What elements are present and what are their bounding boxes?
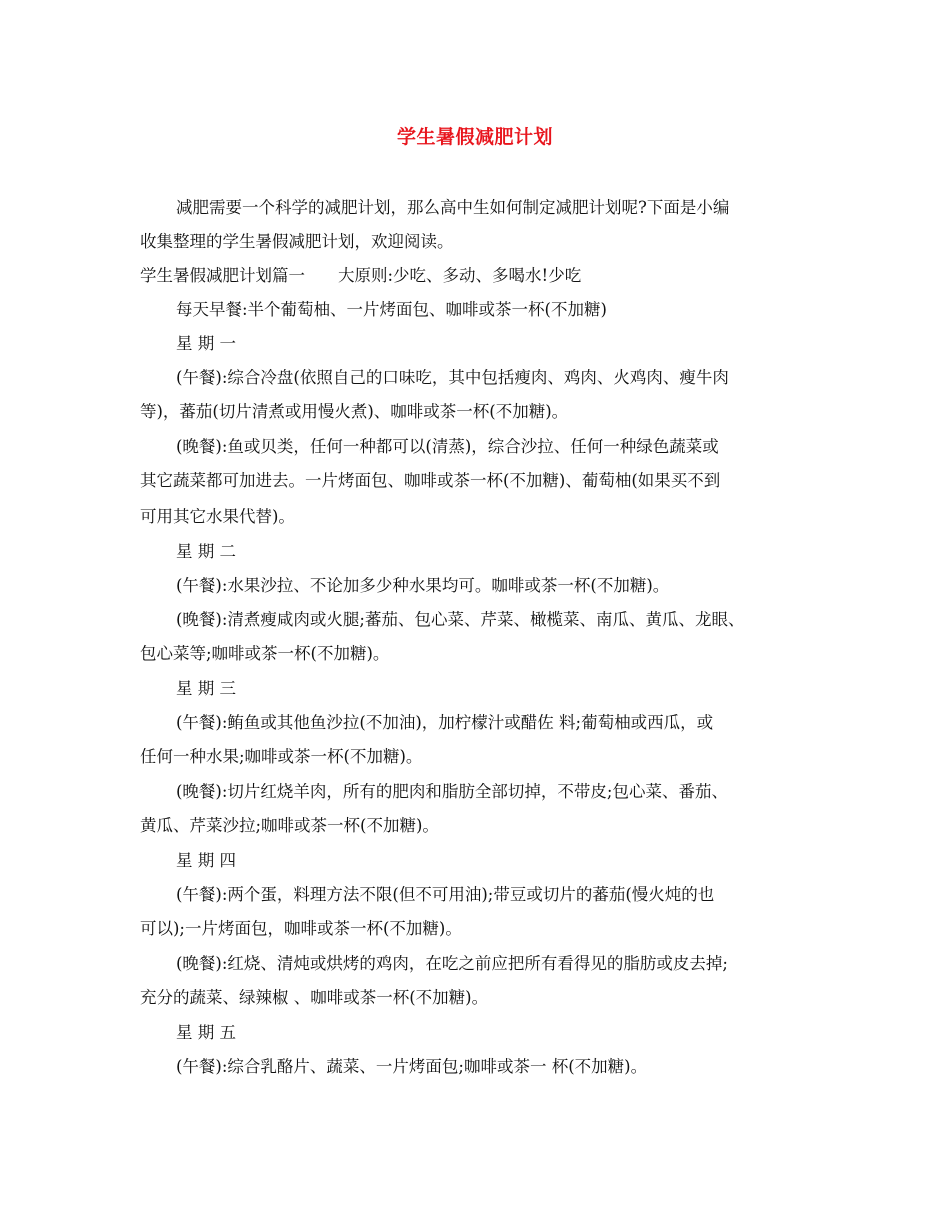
paragraph-line: (午餐):两个蛋，料理方法不限(但不可用油);带豆或切片的蕃茄(慢火炖的也 xyxy=(176,885,715,904)
paragraph-line: 任何一种水果;咖啡或茶一杯(不加糖)。 xyxy=(140,747,423,766)
weekday-heading: 星 期 三 xyxy=(176,679,236,698)
paragraph-line: (晚餐):鱼或贝类，任何一种都可以(清蒸)，综合沙拉、任何一种绿色蔬菜或 xyxy=(176,437,719,456)
paragraph-line: (午餐):鲔鱼或其他鱼沙拉(不加油)，加柠檬汁或醋佐 料;葡萄柚或西瓜，或 xyxy=(176,713,714,732)
section-heading: 学生暑假减肥计划篇一 大原则:少吃、多动、多喝水!少吃 xyxy=(140,266,582,285)
paragraph-line: (午餐):综合冷盘(依照自己的口味吃，其中包括瘦肉、鸡肉、火鸡肉、瘦牛肉 xyxy=(176,368,729,387)
paragraph-line: (晚餐):切片红烧羊肉，所有的肥肉和脂肪全部切掉，不带皮;包心菜、番茄、 xyxy=(176,782,728,801)
paragraph-line: (午餐):水果沙拉、不论加多少种水果均可。咖啡或茶一杯(不加糖)。 xyxy=(176,576,670,595)
paragraph-line: (晚餐):红烧、清炖或烘烤的鸡肉，在吃之前应把所有看得见的脂肪或皮去掉; xyxy=(176,954,728,973)
weekday-heading: 星 期 四 xyxy=(176,851,236,870)
paragraph-line: (午餐):综合乳酪片、蔬菜、一片烤面包;咖啡或茶一 杯(不加糖)。 xyxy=(176,1057,648,1076)
weekday-heading: 星 期 二 xyxy=(176,542,236,561)
paragraph-line: 黄瓜、芹菜沙拉;咖啡或茶一杯(不加糖)。 xyxy=(140,816,439,835)
paragraph-line: 其它蔬菜都可加进去。一片烤面包、咖啡或茶一杯(不加糖)、葡萄柚(如果买不到 xyxy=(140,471,721,490)
document-title: 学生暑假减肥计划 xyxy=(396,126,553,148)
paragraph-line: 等)，蕃茄(切片清煮或用慢火煮)、咖啡或茶一杯(不加糖)。 xyxy=(140,402,569,421)
paragraph-line: 可用其它水果代替)。 xyxy=(140,507,295,526)
paragraph-line: 收集整理的学生暑假减肥计划，欢迎阅读。 xyxy=(140,232,454,251)
paragraph-line: 包心菜等;咖啡或茶一杯(不加糖)。 xyxy=(140,644,390,663)
weekday-heading: 星 期 一 xyxy=(176,334,236,353)
paragraph-line: 可以);一片烤面包，咖啡或茶一杯(不加糖)。 xyxy=(140,919,462,938)
paragraph-line: 减肥需要一个科学的减肥计划，那么高中生如何制定减肥计划呢?下面是小编 xyxy=(176,198,730,217)
paragraph-line: 充分的蔬菜、绿辣椒 、咖啡或茶一杯(不加糖)。 xyxy=(140,988,489,1007)
paragraph-line: 每天早餐:半个葡萄柚、一片烤面包、咖啡或茶一杯(不加糖) xyxy=(176,300,607,319)
weekday-heading: 星 期 五 xyxy=(176,1023,236,1042)
paragraph-line: (晚餐):清煮瘦咸肉或火腿;蕃茄、包心菜、芹菜、橄榄菜、南瓜、黄瓜、龙眼、 xyxy=(176,610,745,629)
